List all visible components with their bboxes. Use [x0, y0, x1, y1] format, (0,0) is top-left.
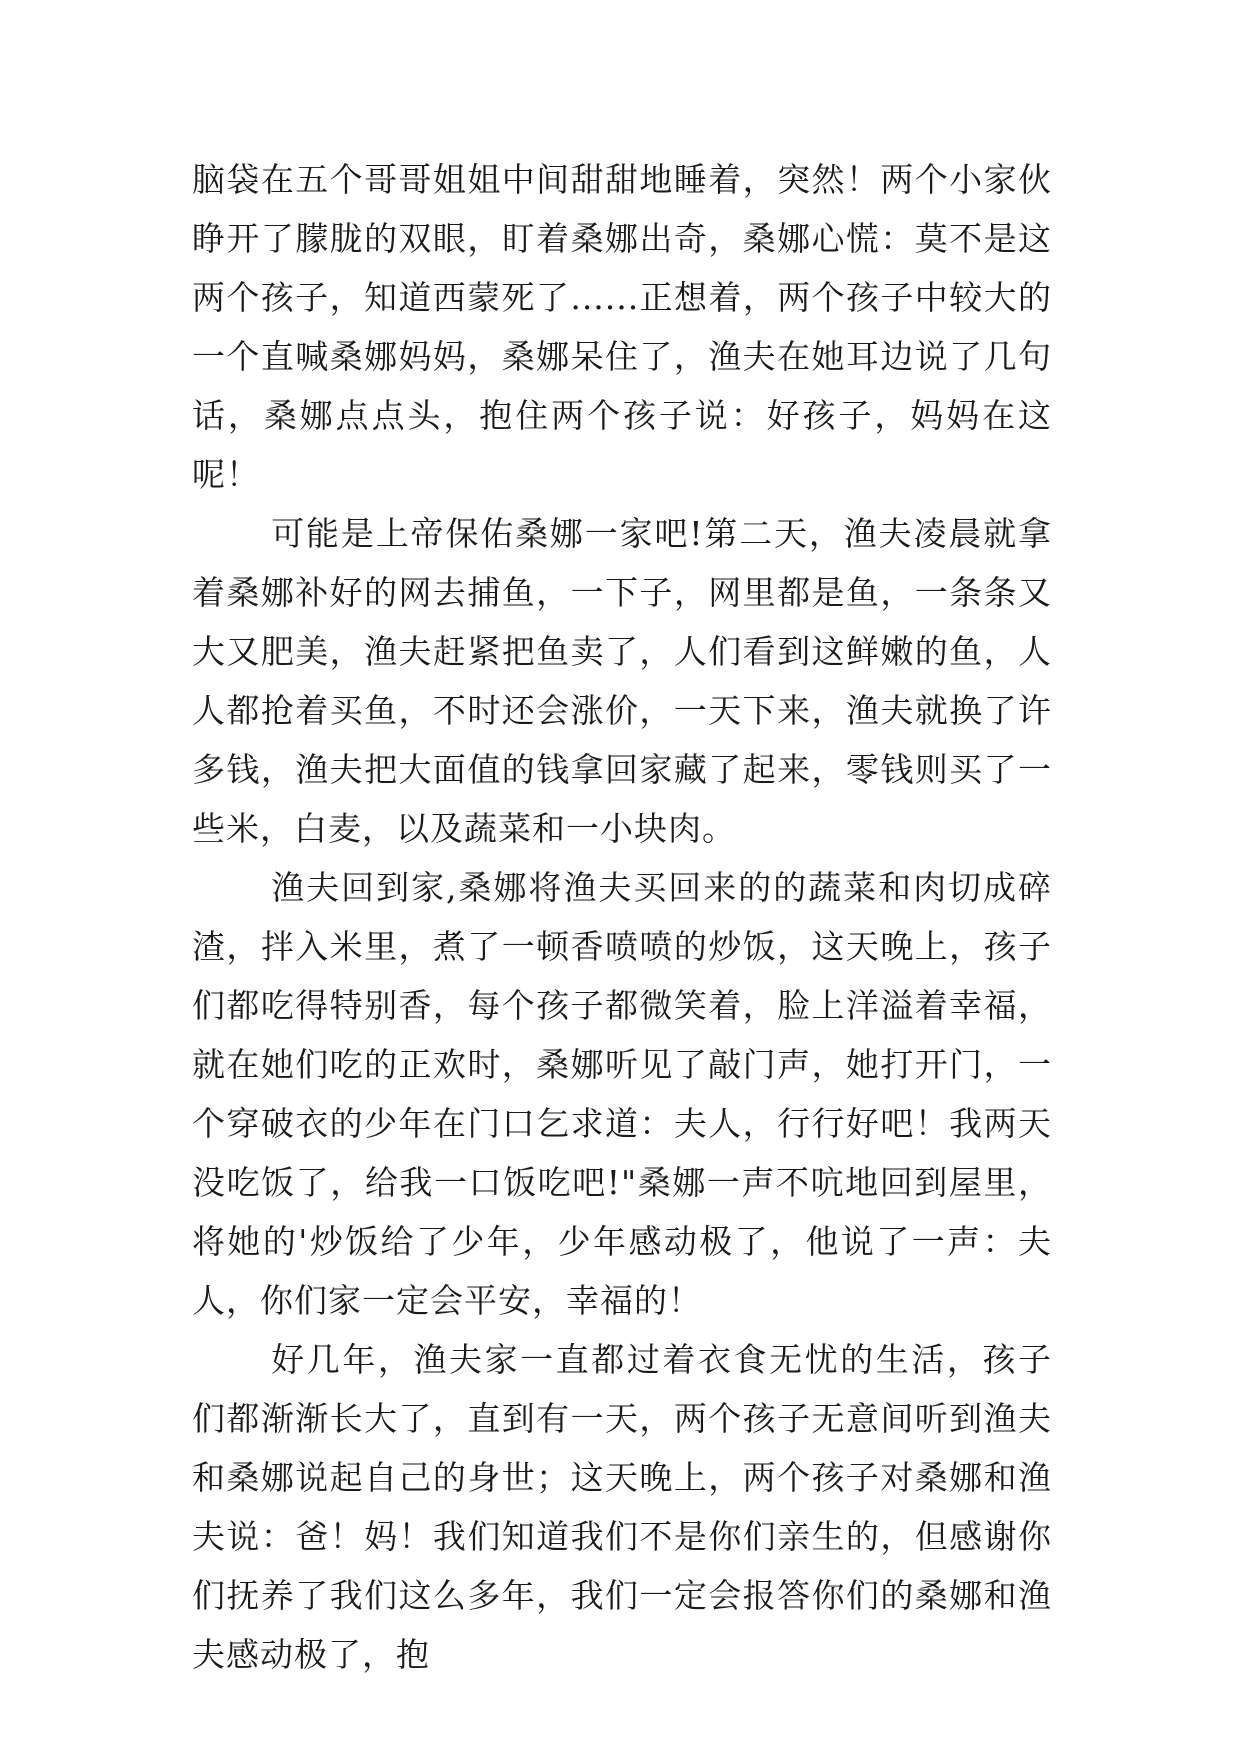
paragraph: 渔夫回到家,桑娜将渔夫买回来的的蔬菜和肉切成碎渣，拌入米里，煮了一顿香喷喷的炒饭，这天晚上，孩子们都吃得特别香，每个孩子都微笑着，脸上洋溢着幸福，就在她们吃的正欢时，桑娜听见了敲门声，她打开门，一个穿破衣的少年在门口乞求道：夫人，行行好吧！我两天没吃饭了，给我一口饭吃吧!"桑娜一声不吭地回到屋里，将她的'炒饭给了少年，少年感动极了，他说了一声：夫人，你们家一定会平安，幸福的！ — [192, 868, 1052, 1320]
paragraph: 好几年，渔夫家一直都过着衣食无忧的生活，孩子们都渐渐长大了，直到有一天，两个孩子无意间听到渔夫和桑娜说起自己的身世；这天晚上，两个孩子对桑娜和渔夫说：爸！妈！我们知道我们不是你们亲生的，但感谢你们抚养了我们这么多年，我们一定会报答你们的桑娜和渔夫感动极了，抱 — [192, 1340, 1052, 1674]
paragraph: 可能是上帝保佑桑娜一家吧!第二天，渔夫凌晨就拿着桑娜补好的网去捕鱼，一下子，网里都是鱼，一条条又大又肥美，渔夫赶紧把鱼卖了，人们看到这鲜嫩的鱼，人人都抢着买鱼，不时还会涨价，一天下来，渔夫就换了许多钱，渔夫把大面值的钱拿回家藏了起来，零钱则买了一些米，白麦，以及蔬菜和一小块肉。 — [192, 514, 1052, 848]
story-text — [192, 150, 1052, 1684]
paragraph-continued: 脑袋在五个哥哥姐姐中间甜甜地睡着，突然！两个小家伙睁开了朦胧的双眼，盯着桑娜出奇，桑娜心慌：莫不是这两个孩子，知道西蒙死了......正想着，两个孩子中较大的一个直喊桑娜妈妈，桑娜呆住了，渔夫在她耳边说了几句话，桑娜点点头，抱住两个孩子说：好孩子，妈妈在这呢！ — [192, 160, 1052, 494]
